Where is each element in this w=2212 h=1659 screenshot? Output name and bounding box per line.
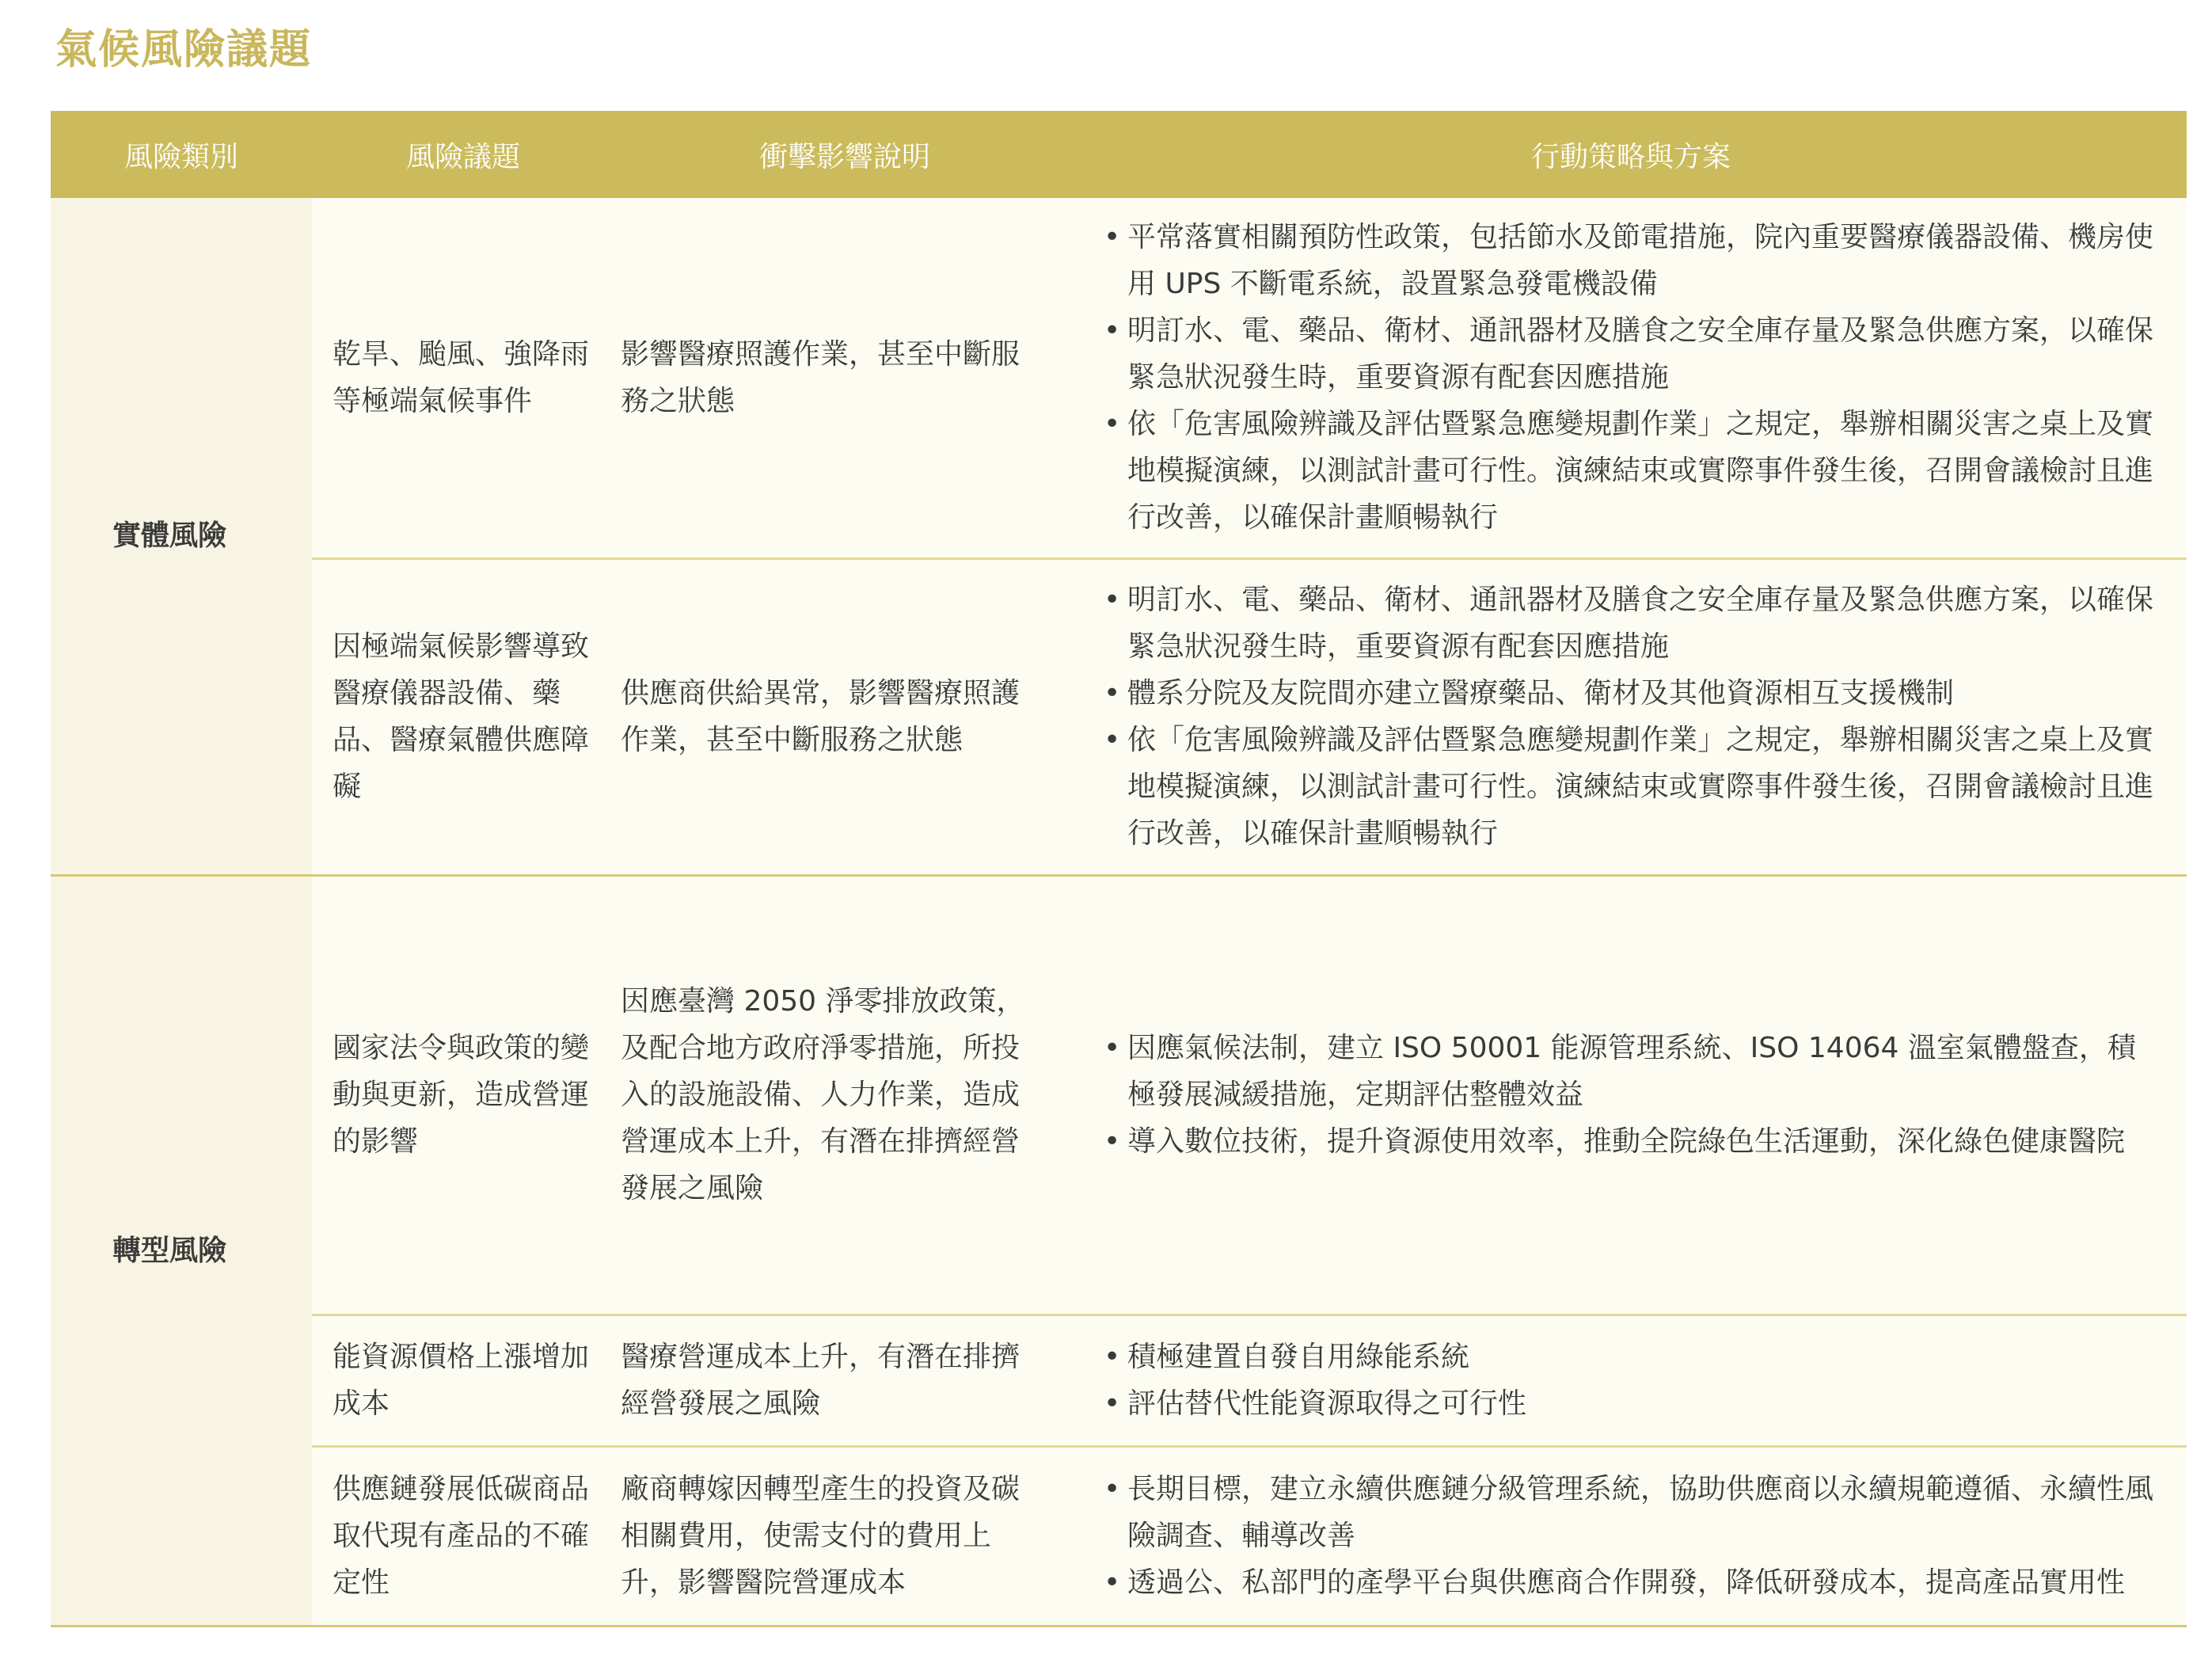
action-item: • 因應氣候法制，建立 ISO 50001 能源管理系統、ISO 14064 溫室氣體盤查，積極發展減緩措施，定期評估整體效益: [1104, 1025, 2155, 1118]
risk-issue: 供應鏈發展低碳商品取代現有產品的不確定性: [312, 1446, 614, 1626]
action-item: • 積極建置自發自用綠能系統: [1104, 1334, 2155, 1380]
action-strategy: [1075, 1315, 2187, 1446]
page-title: 氣候風險議題: [55, 26, 313, 74]
table-row: [51, 558, 2187, 875]
risk-category-physical: 實體風險: [51, 198, 312, 875]
risk-issue: 能資源價格上漲增加成本: [312, 1315, 614, 1446]
action-list: [1104, 1334, 2155, 1427]
header-risk-issue: 風險議題: [312, 111, 614, 198]
header-action-strategy: 行動策略與方案: [1075, 111, 2187, 198]
action-list: [1104, 576, 2155, 857]
action-item: • 評估替代性能資源取得之可行性: [1104, 1380, 2155, 1427]
action-item: • 導入數位技術，提升資源使用效率，推動全院綠色生活運動，深化綠色健康醫院: [1104, 1118, 2155, 1165]
action-item: • 長期目標，建立永續供應鏈分級管理系統，協助供應商以永續規範遵循、永續性風險調查、輔導改善: [1104, 1466, 2155, 1559]
action-item: • 明訂水、電、藥品、衛材、通訊器材及膳食之安全庫存量及緊急供應方案，以確保緊急狀況發生時，重要資源有配套因應措施: [1104, 576, 2155, 670]
risk-issue: 因極端氣候影響導致醫療儀器設備、藥品、醫療氣體供應障礙: [312, 558, 614, 875]
action-list: [1104, 1025, 2155, 1165]
action-item: • 體系分院及友院間亦建立醫療藥品、衛材及其他資源相互支援機制: [1104, 670, 2155, 717]
action-item: • 明訂水、電、藥品、衛材、通訊器材及膳食之安全庫存量及緊急供應方案，以確保緊急狀況發生時，重要資源有配套因應措施: [1104, 307, 2155, 401]
risk-category-transition: 轉型風險: [51, 875, 312, 1626]
impact-description: 因應臺灣 2050 淨零排放政策，及配合地方政府淨零措施，所投入的設施設備、人力作業，造成營運成本上升，有潛在排擠經營發展之風險: [614, 875, 1075, 1315]
action-strategy: [1075, 1446, 2187, 1626]
table-header-row: [51, 111, 2187, 198]
action-strategy: [1075, 558, 2187, 875]
table-row: [51, 1315, 2187, 1446]
risk-issue: 乾旱、颱風、強降雨等極端氣候事件: [312, 198, 614, 558]
impact-description: 醫療營運成本上升，有潛在排擠經營發展之風險: [614, 1315, 1075, 1446]
risk-issue: 國家法令與政策的變動與更新，造成營運的影響: [312, 875, 614, 1315]
header-impact-description: 衝擊影響說明: [614, 111, 1075, 198]
action-item: • 依「危害風險辨識及評估暨緊急應變規劃作業」之規定，舉辦相關災害之桌上及實地模擬演練，以測試計畫可行性。演練結束或實際事件發生後，召開會議檢討且進行改善，以確保計畫順暢執行: [1104, 401, 2155, 541]
table-row: [51, 198, 2187, 558]
header-risk-category: 風險類別: [51, 111, 312, 198]
impact-description: 供應商供給異常，影響醫療照護作業，甚至中斷服務之狀態: [614, 558, 1075, 875]
action-item: • 依「危害風險辨識及評估暨緊急應變規劃作業」之規定，舉辦相關災害之桌上及實地模擬演練，以測試計畫可行性。演練結束或實際事件發生後，召開會議檢討且進行改善，以確保計畫順暢執行: [1104, 717, 2155, 857]
impact-description: 廠商轉嫁因轉型產生的投資及碳相關費用，使需支付的費用上升，影響醫院營運成本: [614, 1446, 1075, 1626]
action-strategy: [1075, 198, 2187, 558]
table-row: [51, 875, 2187, 1315]
action-item: • 平常落實相關預防性政策，包括節水及節電措施，院內重要醫療儀器設備、機房使用 UPS 不斷電系統，設置緊急發電機設備: [1104, 214, 2155, 307]
action-strategy: [1075, 875, 2187, 1315]
action-list: [1104, 1466, 2155, 1606]
table-row: [51, 1446, 2187, 1626]
climate-risk-table: [51, 111, 2187, 1627]
action-list: [1104, 214, 2155, 541]
action-item: • 透過公、私部門的產學平台與供應商合作開發，降低研發成本，提高產品實用性: [1104, 1559, 2155, 1606]
impact-description: 影響醫療照護作業，甚至中斷服務之狀態: [614, 198, 1075, 558]
